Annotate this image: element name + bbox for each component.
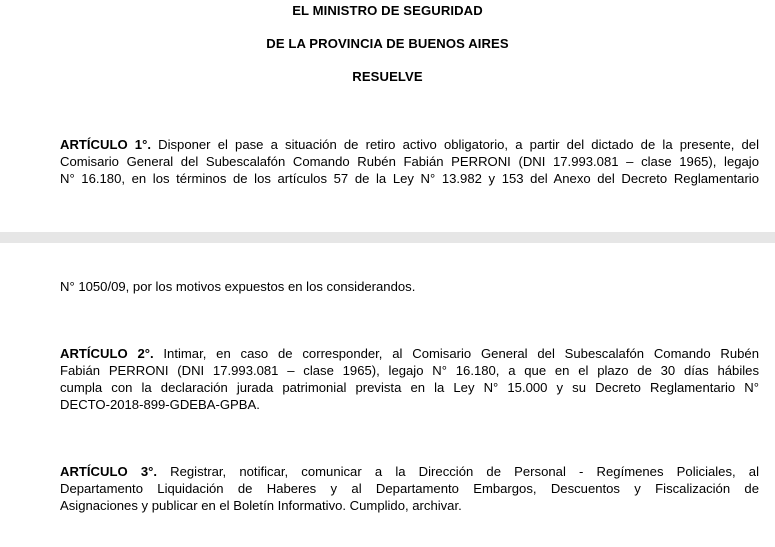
article-2-line-1: [60, 345, 759, 362]
document-page-1: [0, 0, 775, 232]
article-3-text-1: Registrar, notificar, comunicar a la Dirección de Personal - Regímenes Policiales, al: [156, 464, 759, 479]
article-1-line-2: Comisario General del Subescalafón Comando Rubén Fabián PERRONI (DNI 17.993.081 – clase 1965), legajo: [60, 154, 759, 169]
heading-ministro: EL MINISTRO DE SEGURIDAD: [292, 3, 483, 18]
article-3-line-1: [60, 463, 759, 480]
article-2-paragraph: [60, 345, 759, 413]
heading-resuelve: RESUELVE: [352, 69, 423, 84]
article-1-line-4: N° 1050/09, por los motivos expuestos en los considerandos.: [60, 279, 416, 294]
article-2-line-2: Fabián PERRONI (DNI 17.993.081 – clase 1965), legajo N° 16.180, a que en el plazo de 30 días hábiles: [60, 363, 759, 378]
article-1-paragraph: [60, 136, 759, 187]
article-2-text-1: Intimar, en caso de corresponder, al Comisario General del Subescalafón Comando Rubén: [153, 346, 759, 361]
article-3-line-2: Departamento Liquidación de Haberes y al Departamento Embargos, Descuentos y Fiscalización de: [60, 481, 759, 496]
article-2-label: ARTÍCULO 2°.: [60, 346, 154, 361]
heading-provincia: DE LA PROVINCIA DE BUENOS AIRES: [266, 36, 509, 51]
article-2-line-3: cumpla con la declaración jurada patrimonial prevista en la Ley N° 15.000 y su Decreto Reglamentario N°: [60, 380, 759, 395]
article-1-label: ARTÍCULO 1°.: [60, 137, 151, 152]
article-3-label: ARTÍCULO 3°.: [60, 464, 157, 479]
article-2-line-4: DECTO-2018-899-GDEBA-GPBA.: [60, 397, 260, 412]
article-1-continuation: [60, 278, 759, 295]
article-3-paragraph: [60, 463, 759, 514]
article-3-line-3: Asignaciones y publicar en el Boletín Informativo. Cumplido, archivar.: [60, 498, 462, 513]
article-1-line-1: [60, 136, 759, 153]
article-1-line-3: N° 16.180, en los términos de los artículos 57 de la Ley N° 13.982 y 153 del Anexo del Decreto Reglamentario: [60, 171, 759, 186]
article-1-text-1: Disponer el pase a situación de retiro activo obligatorio, a partir del dictado de la presente, del: [150, 137, 760, 152]
document-page-2: [0, 243, 775, 547]
page-separator: [0, 232, 775, 243]
